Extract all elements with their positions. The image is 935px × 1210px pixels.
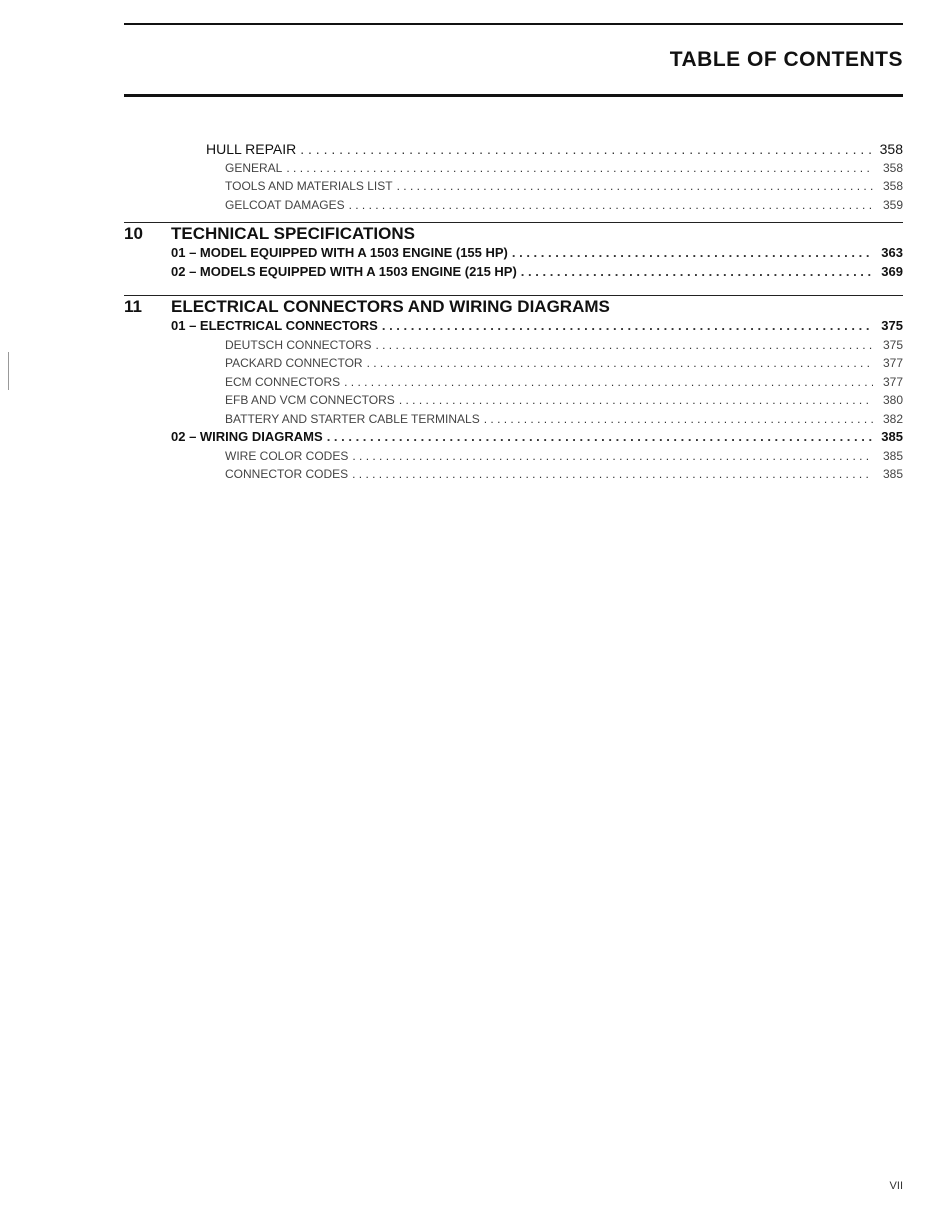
- toc-entry-page: 377: [882, 374, 903, 389]
- toc-entry-electrical-connectors[interactable]: [124, 317, 903, 336]
- toc-entry-label: 01 – MODEL EQUIPPED WITH A 1503 ENGINE (155 HP): [171, 245, 508, 260]
- leader-dots: [286, 159, 873, 178]
- leader-dots: [344, 373, 873, 392]
- toc-entry-battery-starter[interactable]: [124, 410, 903, 429]
- leader-dots: [375, 336, 873, 355]
- toc-entry-page: 385: [882, 467, 903, 481]
- toc-entry-label: WIRE COLOR CODES: [225, 448, 349, 463]
- toc-entry-wire-color-codes[interactable]: [124, 447, 903, 466]
- chapter-title: ELECTRICAL CONNECTORS AND WIRING DIAGRAMS: [171, 297, 610, 316]
- toc-entry-page: 382: [882, 411, 903, 426]
- toc-entry-page: 375: [882, 337, 903, 352]
- toc-entry-general[interactable]: [124, 159, 903, 178]
- toc-entry-label: TOOLS AND MATERIALS LIST: [225, 179, 393, 193]
- toc-entry-page: 385: [882, 448, 903, 463]
- chapter-rule: [124, 222, 903, 223]
- leader-dots: [397, 177, 873, 196]
- leader-dots: [512, 244, 873, 263]
- toc-entry-gelcoat-damages[interactable]: [124, 196, 903, 215]
- toc-entry-page: 358: [882, 160, 903, 175]
- footer-page-number: VII: [889, 1180, 903, 1192]
- toc-entry-label: BATTERY AND STARTER CABLE TERMINALS: [225, 411, 480, 426]
- leader-dots: [352, 465, 873, 484]
- leader-dots: [327, 428, 873, 447]
- toc-entry-label: 02 – MODELS EQUIPPED WITH A 1503 ENGINE (215 HP): [171, 263, 517, 279]
- leader-dots: [352, 447, 873, 466]
- leader-dots: [382, 317, 873, 336]
- leader-dots: [349, 196, 873, 215]
- page-title: TABLE OF CONTENTS: [669, 48, 903, 71]
- toc-entry-label: HULL REPAIR: [206, 141, 297, 157]
- chapter-title: TECHNICAL SPECIFICATIONS: [171, 224, 415, 243]
- toc-entry-page: 377: [882, 356, 903, 370]
- leader-dots: [484, 410, 873, 429]
- leader-dots: [367, 354, 873, 373]
- toc-entry-page: 358: [879, 141, 903, 157]
- top-rule: [124, 23, 903, 25]
- chapter-number: 11: [124, 297, 142, 316]
- toc-entry-wiring-diagrams[interactable]: [124, 428, 903, 447]
- toc-entry-page: 375: [881, 318, 903, 333]
- toc-entry-label: EFB AND VCM CONNECTORS: [225, 393, 395, 407]
- toc-entry-label: GENERAL: [225, 160, 283, 175]
- toc-entry-label: PACKARD CONNECTOR: [225, 356, 363, 370]
- toc-entry-label: GELCOAT DAMAGES: [225, 197, 345, 212]
- chapter-rule: [124, 295, 903, 296]
- toc-entry-label: DEUTSCH CONNECTORS: [225, 337, 372, 352]
- toc-entry-connector-codes[interactable]: [124, 465, 903, 484]
- toc-entry-label: ECM CONNECTORS: [225, 374, 341, 389]
- toc-entry-efb-vcm[interactable]: [124, 391, 903, 410]
- toc-entry-page: 369: [881, 263, 903, 279]
- leader-dots: [521, 263, 873, 282]
- toc-entry-page: 363: [881, 245, 903, 260]
- title-rule: [124, 94, 903, 97]
- toc-entry-models-215hp[interactable]: [124, 263, 903, 282]
- toc-entry-page: 385: [881, 429, 903, 444]
- leader-dots: [300, 140, 873, 159]
- toc-entry-page: 380: [882, 393, 903, 407]
- toc-entry-page: 358: [882, 179, 903, 193]
- chapter-number: 10: [124, 224, 143, 243]
- chapter-heading-10[interactable]: [124, 224, 903, 244]
- toc-entry-packard[interactable]: [124, 354, 903, 373]
- toc-entry-ecm[interactable]: [124, 373, 903, 392]
- leader-dots: [399, 391, 873, 410]
- chapter-heading-11[interactable]: [124, 297, 903, 317]
- scan-margin-mark: [8, 352, 9, 390]
- toc-entry-label: 02 – WIRING DIAGRAMS: [171, 429, 323, 444]
- toc-entry-page: 359: [882, 197, 903, 212]
- toc-entry-hull-repair[interactable]: [124, 140, 903, 159]
- table-of-contents: [124, 140, 903, 484]
- toc-entry-label: CONNECTOR CODES: [225, 467, 349, 481]
- toc-entry-label: 01 – ELECTRICAL CONNECTORS: [171, 318, 378, 333]
- toc-entry-tools-materials[interactable]: [124, 177, 903, 196]
- toc-entry-deutsch[interactable]: [124, 336, 903, 355]
- toc-entry-model-155hp[interactable]: [124, 244, 903, 263]
